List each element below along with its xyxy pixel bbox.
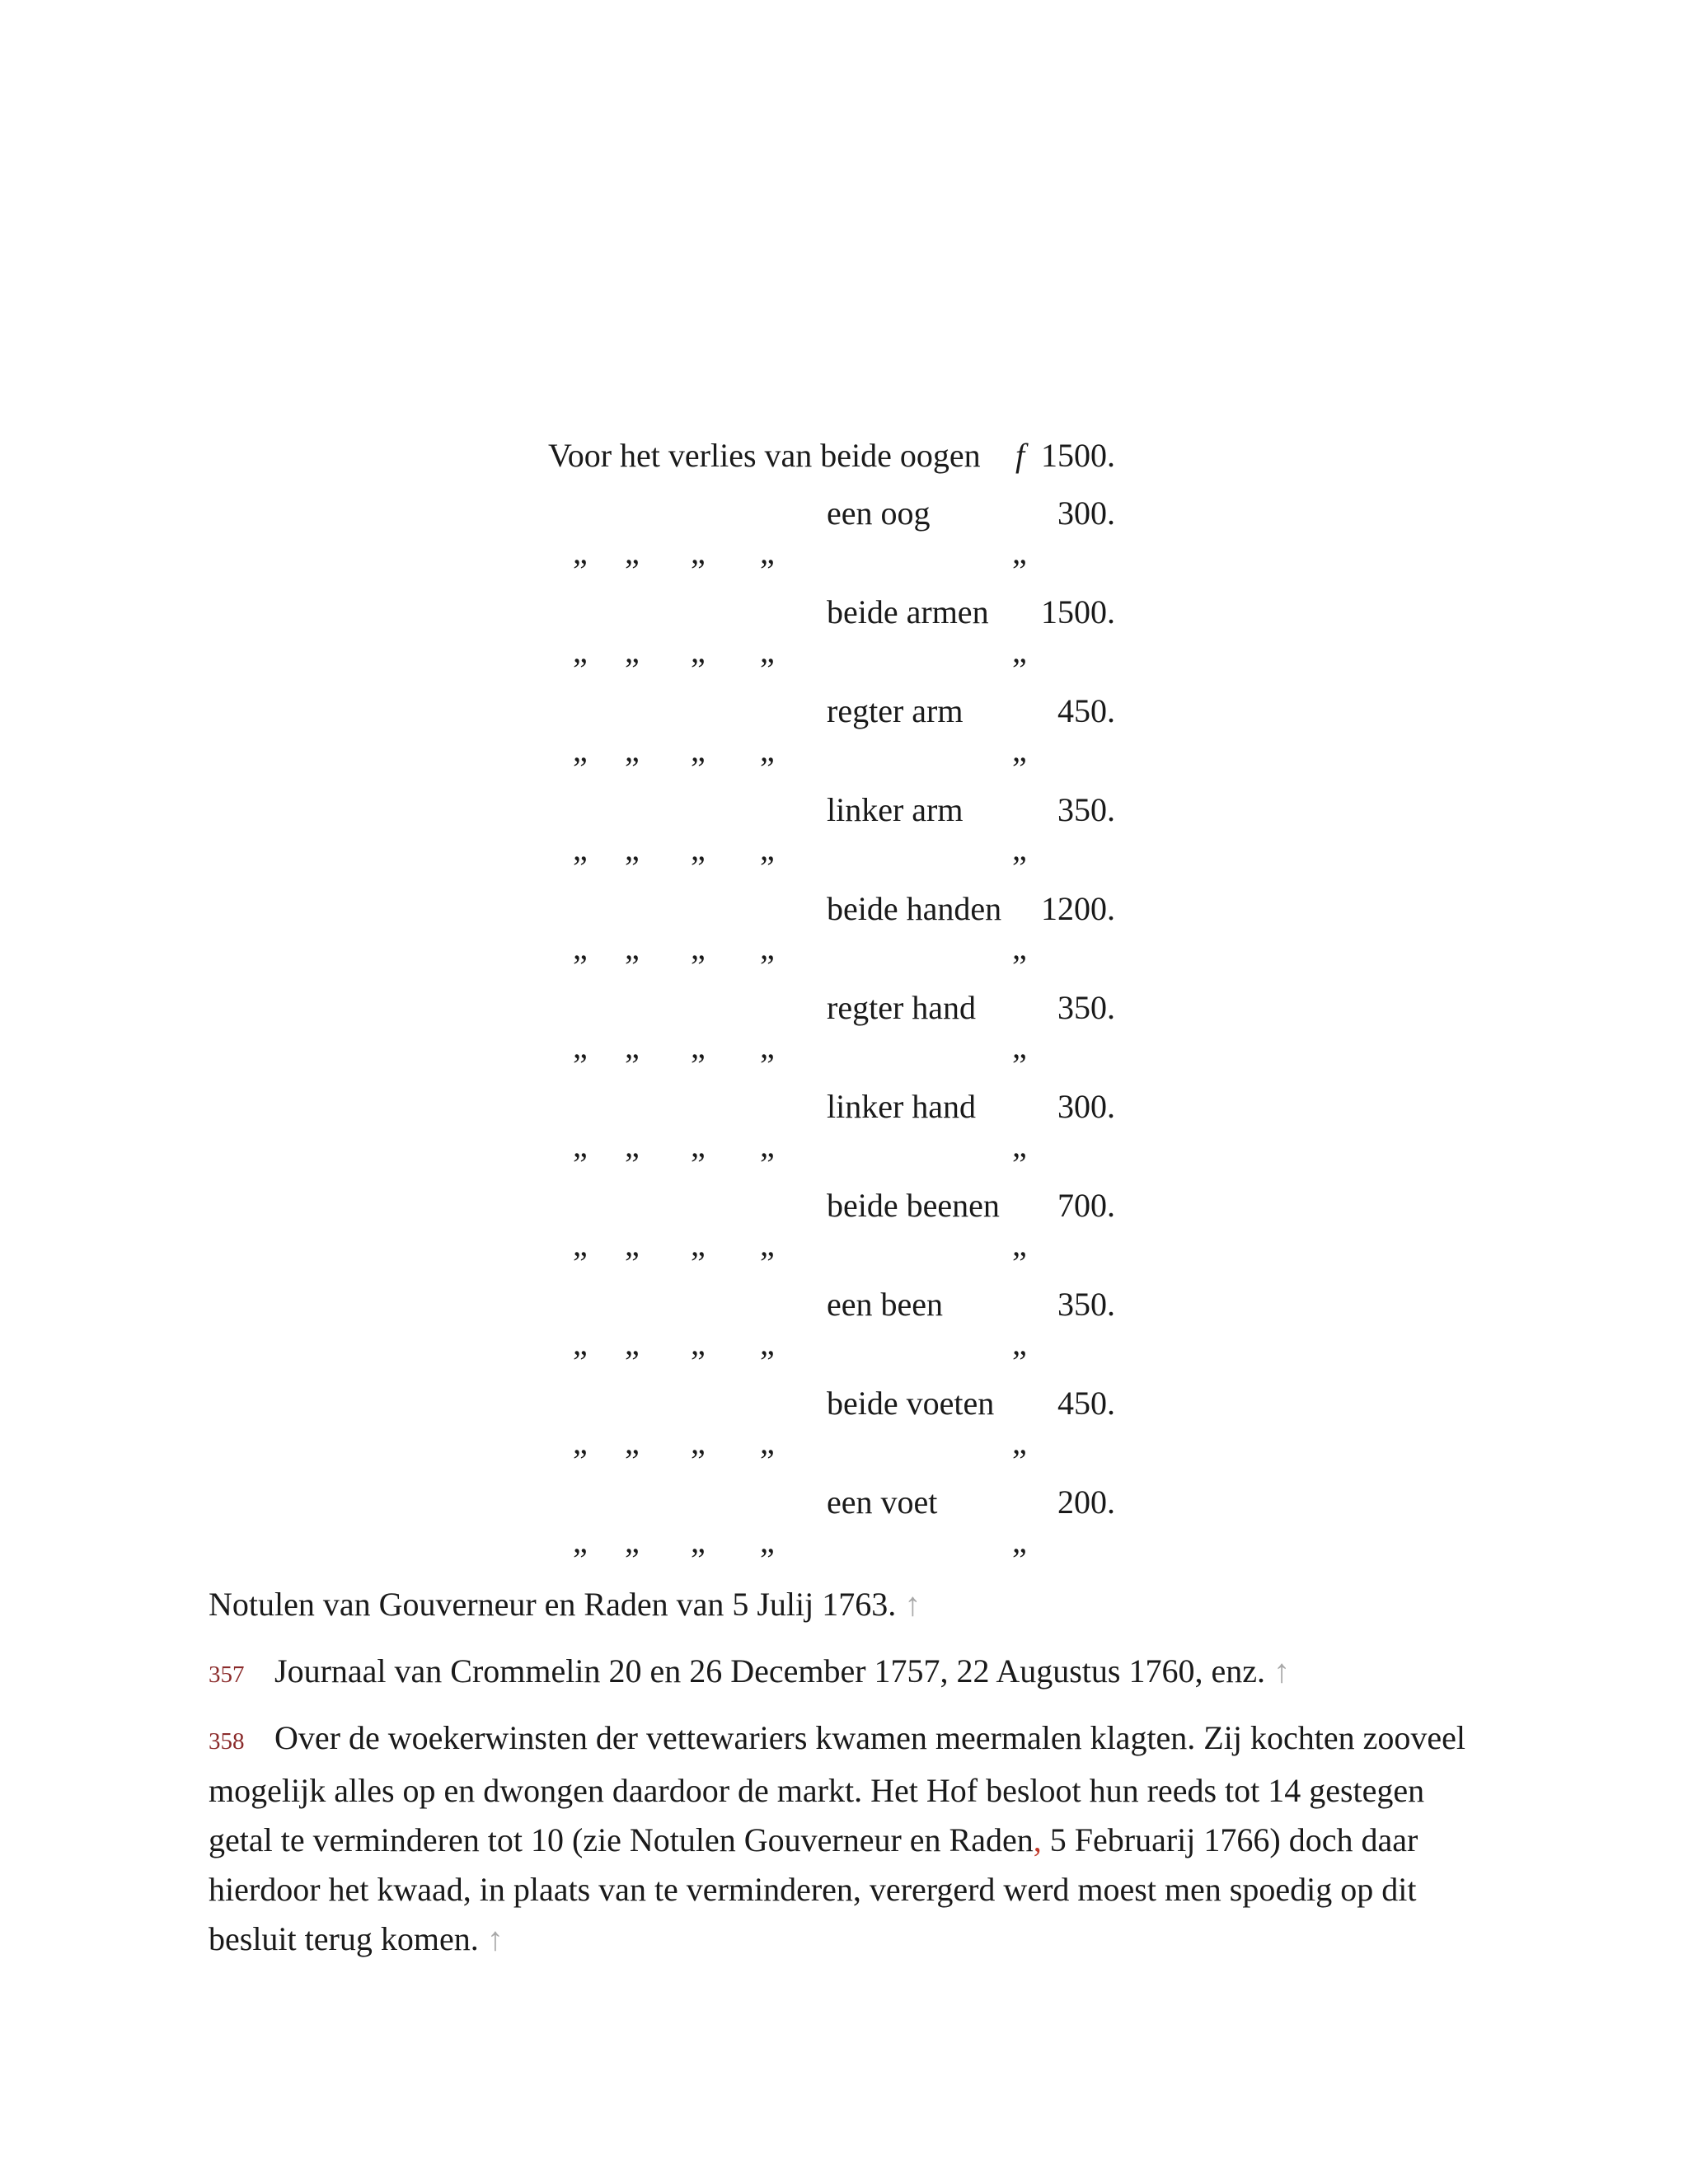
ditto-mark: ”: [760, 651, 775, 688]
row-item: een voet: [827, 1483, 938, 1521]
footnote-number: 357: [209, 1661, 245, 1688]
ditto-mark: ”: [691, 948, 706, 985]
ditto-mark: ”: [691, 552, 706, 589]
table-row: [0, 1276, 1688, 1333]
table-row: [0, 979, 1688, 1037]
row-item: een oog: [827, 494, 931, 532]
ditto-mark: ”: [691, 1146, 706, 1183]
ditto-mark: ”: [1012, 750, 1027, 787]
back-to-text-arrow-icon[interactable]: ↑: [904, 1586, 921, 1623]
ditto-mark: ”: [1012, 1244, 1027, 1282]
footnote-358: [209, 1713, 1494, 1964]
row-amount: 350.: [1057, 791, 1115, 828]
ditto-mark: ”: [573, 1146, 588, 1183]
ditto-mark: ”: [573, 1244, 588, 1282]
ditto-mark: ”: [625, 750, 640, 787]
ditto-mark: ”: [573, 651, 588, 688]
footnote-text: 5 Februarij 1766) doch daar hierdoor het kwaad, in plaats van te verminderen, verergerd werd moest men spoedig op dit besluit terug komen.: [209, 1821, 1418, 1957]
row-item: regter hand: [827, 989, 977, 1026]
ditto-mark: ”: [760, 1244, 775, 1282]
ditto-mark: ”: [1012, 1442, 1027, 1479]
row-amount: 200.: [1057, 1483, 1115, 1521]
ditto-mark: ”: [691, 1541, 706, 1578]
ditto-mark: ”: [760, 1541, 775, 1578]
table-row: [0, 1078, 1688, 1136]
ditto-mark: ”: [760, 1146, 775, 1183]
row-amount: 450.: [1057, 1385, 1115, 1422]
ditto-mark: ”: [1012, 1146, 1027, 1183]
ditto-mark: ”: [691, 651, 706, 688]
spelling-mark: ,: [1033, 1821, 1042, 1858]
row-amount: 1500.: [1041, 437, 1115, 474]
row-item: regter arm: [827, 692, 964, 729]
ditto-mark: ”: [691, 1047, 706, 1084]
ditto-mark: ”: [573, 1047, 588, 1084]
ditto-mark: ”: [760, 552, 775, 589]
footnote-number: 358: [209, 1728, 245, 1755]
ditto-mark: ”: [573, 552, 588, 589]
row-item: een been: [827, 1286, 944, 1323]
table-row: [0, 781, 1688, 839]
table-row: [0, 583, 1688, 641]
ditto-mark: ”: [573, 849, 588, 886]
ditto-mark: ”: [625, 1047, 640, 1084]
footnote-continuation: [209, 1580, 1494, 1629]
ditto-mark: ”: [1012, 849, 1027, 886]
ditto-mark: ”: [625, 552, 640, 589]
row-amount: 350.: [1057, 989, 1115, 1026]
row-amount: 450.: [1057, 692, 1115, 729]
footnote-text: Notulen van Gouverneur en Raden van 5 Julij 1763.: [209, 1586, 897, 1623]
ditto-mark: ”: [760, 849, 775, 886]
table-row: [0, 1474, 1688, 1531]
ditto-mark: ”: [1012, 948, 1027, 985]
ditto-mark: ”: [691, 1442, 706, 1479]
row-item: beide beenen: [827, 1187, 1000, 1224]
ditto-mark: ”: [691, 849, 706, 886]
table-row: [0, 1177, 1688, 1235]
ditto-mark: ”: [625, 849, 640, 886]
table-row: [0, 880, 1688, 938]
ditto-mark: ”: [760, 1442, 775, 1479]
row-amount: 1500.: [1041, 593, 1115, 630]
row-item: linker arm: [827, 791, 964, 828]
ditto-mark: ”: [1012, 1047, 1027, 1084]
footnote-text: Over de woekerwinsten der vettewariers kwamen meermalen klagten. Zij kochten zooveel mogelijk alles op en dwongen daardoor de markt. Het Hof besloot hun reeds tot 14 gestegen getal te verminderen tot 10 (zie Notulen Gouverneur en Raden: [209, 1719, 1465, 1858]
ditto-mark: ”: [573, 1541, 588, 1578]
ditto-mark: ”: [760, 1047, 775, 1084]
ditto-mark: ”: [760, 948, 775, 985]
ditto-mark: ”: [625, 1146, 640, 1183]
ditto-mark: ”: [625, 948, 640, 985]
row-item: beide armen: [827, 593, 989, 630]
ditto-mark: ”: [625, 651, 640, 688]
ditto-mark: ”: [625, 1244, 640, 1282]
row-item: beide voeten: [827, 1385, 995, 1422]
ditto-mark: ”: [625, 1442, 640, 1479]
row-item: linker hand: [827, 1088, 977, 1125]
table-row: [0, 682, 1688, 740]
row-amount: 1200.: [1041, 890, 1115, 927]
row-lead-text: Voor het verlies van beide oogen: [548, 437, 981, 474]
ditto-mark: ”: [760, 750, 775, 787]
ditto-mark: ”: [1012, 651, 1027, 688]
row-amount: 350.: [1057, 1286, 1115, 1323]
ditto-mark: ”: [1012, 1343, 1027, 1380]
currency-symbol: f: [1015, 437, 1025, 474]
ditto-mark: ”: [1012, 552, 1027, 589]
ditto-mark: ”: [573, 1442, 588, 1479]
ditto-mark: ”: [691, 750, 706, 787]
ditto-mark: ”: [573, 948, 588, 985]
ditto-mark: ”: [691, 1244, 706, 1282]
table-row: [0, 1375, 1688, 1432]
ditto-mark: ”: [625, 1541, 640, 1578]
table-row-header: [0, 427, 1688, 485]
row-amount: 300.: [1057, 494, 1115, 532]
ditto-mark: ”: [691, 1343, 706, 1380]
back-to-text-arrow-icon[interactable]: ↑: [1273, 1652, 1290, 1690]
ditto-mark: ”: [573, 750, 588, 787]
footnote-text: Journaal van Crommelin 20 en 26 December 1757, 22 Augustus 1760, enz.: [274, 1652, 1265, 1690]
ditto-mark: ”: [760, 1343, 775, 1380]
ditto-mark: ”: [1012, 1541, 1027, 1578]
footnote-357: [209, 1647, 1494, 1699]
back-to-text-arrow-icon[interactable]: ↑: [486, 1920, 504, 1957]
row-amount: 300.: [1057, 1088, 1115, 1125]
ditto-mark: ”: [573, 1343, 588, 1380]
ditto-mark: ”: [625, 1343, 640, 1380]
row-amount: 700.: [1057, 1187, 1115, 1224]
table-row: [0, 485, 1688, 542]
row-item: beide handen: [827, 890, 1002, 927]
